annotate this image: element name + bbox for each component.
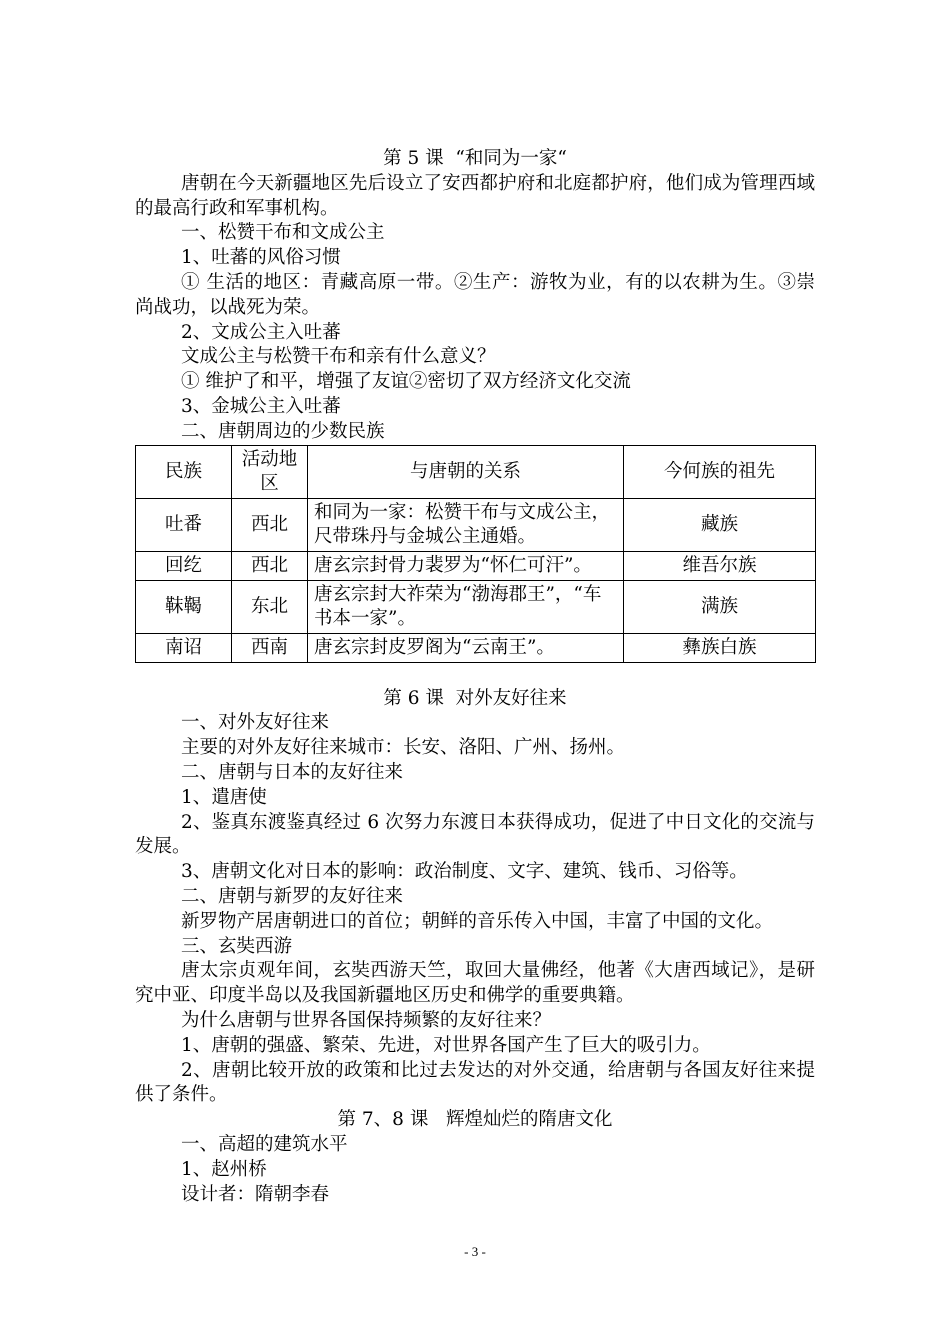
question: 文成公主与松赞干布和亲有什么意义？ (181, 346, 496, 368)
paragraph: 新罗物产居唐朝进口的首位；朝鲜的音乐传入中国，丰富了中国的文化。 (181, 910, 774, 932)
table-cell: 彝族白族 (624, 633, 816, 662)
table-header-row (136, 445, 816, 498)
subsection-heading: 1、遣唐使 (181, 786, 267, 808)
answer: 1、唐朝的强盛、繁荣、先进，对世界各国产生了巨大的吸引力。 (181, 1034, 711, 1056)
table-cell: 回纥 (136, 551, 232, 580)
paragraph: 主要的对外友好往来城市：长安、洛阳、广州、扬州。 (181, 737, 626, 759)
lesson5-title: 第 5 课 “和同为一家“ (383, 148, 567, 169)
section-heading: 二、唐朝周边的少数民族 (181, 420, 385, 442)
table-cell: 西北 (232, 551, 308, 580)
table-cell: 和同为一家：松赞干布与文成公主，尺带珠丹与金城公主通婚。 (308, 498, 624, 551)
section-heading: 二、唐朝与日本的友好往来 (181, 761, 404, 783)
question: 为什么唐朝与世界各国保持频繁的友好往来？ (181, 1009, 552, 1031)
section-heading: 一、对外友好往来 (181, 712, 330, 734)
paragraph: 唐朝在今天新疆地区先后设立了安西都护府和北庭都护府，他们成为管理西域的最高行政和军事机构。 (135, 172, 815, 219)
subsection-heading: 3、金城公主入吐蕃 (181, 395, 341, 417)
table-cell: 吐番 (136, 498, 232, 551)
table-cell: 藏族 (624, 498, 816, 551)
lesson78-title: 第 7、8 课 辉煌灿烂的隋唐文化 (337, 1109, 613, 1131)
section-heading: 三、玄奘西游 (181, 935, 293, 957)
table-header: 民族 (136, 445, 232, 498)
subsection-heading: 1、吐蕃的风俗习惯 (181, 247, 341, 269)
table-header: 与唐朝的关系 (308, 445, 624, 498)
table-cell: 唐玄宗封皮罗阁为“云南王”。 (308, 633, 624, 662)
paragraph: ① 生活的地区：青藏高原一带。②生产：游牧为业，有的以农耕为生。③崇尚战功，以战死为荣。 (135, 271, 815, 318)
table-cell: 唐玄宗封大祚荣为“渤海郡王”，“车书本一家”。 (308, 580, 624, 633)
subsection-heading: 1、赵州桥 (181, 1158, 267, 1180)
subsection-heading: 2、文成公主入吐蕃 (181, 321, 341, 343)
table-row (136, 633, 816, 662)
table-row (136, 580, 816, 633)
page-number: - 3 - (464, 1244, 486, 1259)
section-heading: 一、高超的建筑水平 (181, 1133, 348, 1155)
paragraph: 设计者：隋朝李春 (181, 1183, 330, 1205)
section-heading: 一、松赞干布和文成公主 (181, 222, 385, 244)
answer: 2、唐朝比较开放的政策和比过去发达的对外交通，给唐朝与各国友好往来提供了条件。 (135, 1059, 815, 1106)
paragraph: 唐太宗贞观年间，玄奘西游天竺，取回大量佛经，他著《大唐西域记》，是研究中亚、印度半岛以及我国新疆地区历史和佛学的重要典籍。 (135, 960, 815, 1007)
paragraph: 3、唐朝文化对日本的影响：政治制度、文字、建筑、钱币、习俗等。 (181, 861, 748, 883)
table-header: 活动地区 (232, 445, 308, 498)
document-body (135, 147, 815, 1207)
table-row (136, 551, 816, 580)
table-cell: 东北 (232, 580, 308, 633)
paragraph: 2、鉴真东渡鉴真经过 6 次努力东渡日本获得成功，促进了中日文化的交流与发展。 (135, 811, 815, 858)
table-cell: 满族 (624, 580, 816, 633)
table-cell: 南诏 (136, 633, 232, 662)
table-cell: 西北 (232, 498, 308, 551)
lesson6-title: 第 6 课 对外友好往来 (383, 687, 567, 709)
answer: ① 维护了和平，增强了友谊②密切了双方经济文化交流 (181, 371, 631, 393)
table-cell: 西南 (232, 633, 308, 662)
table-cell: 靺鞨 (136, 580, 232, 633)
table-cell: 维吾尔族 (624, 551, 816, 580)
table-row (136, 498, 816, 551)
section-heading: 二、唐朝与新罗的友好往来 (181, 885, 404, 907)
table-header: 今何族的祖先 (624, 445, 816, 498)
ethnic-groups-table (135, 445, 816, 663)
table-cell: 唐玄宗封骨力裴罗为“怀仁可汗”。 (308, 551, 624, 580)
